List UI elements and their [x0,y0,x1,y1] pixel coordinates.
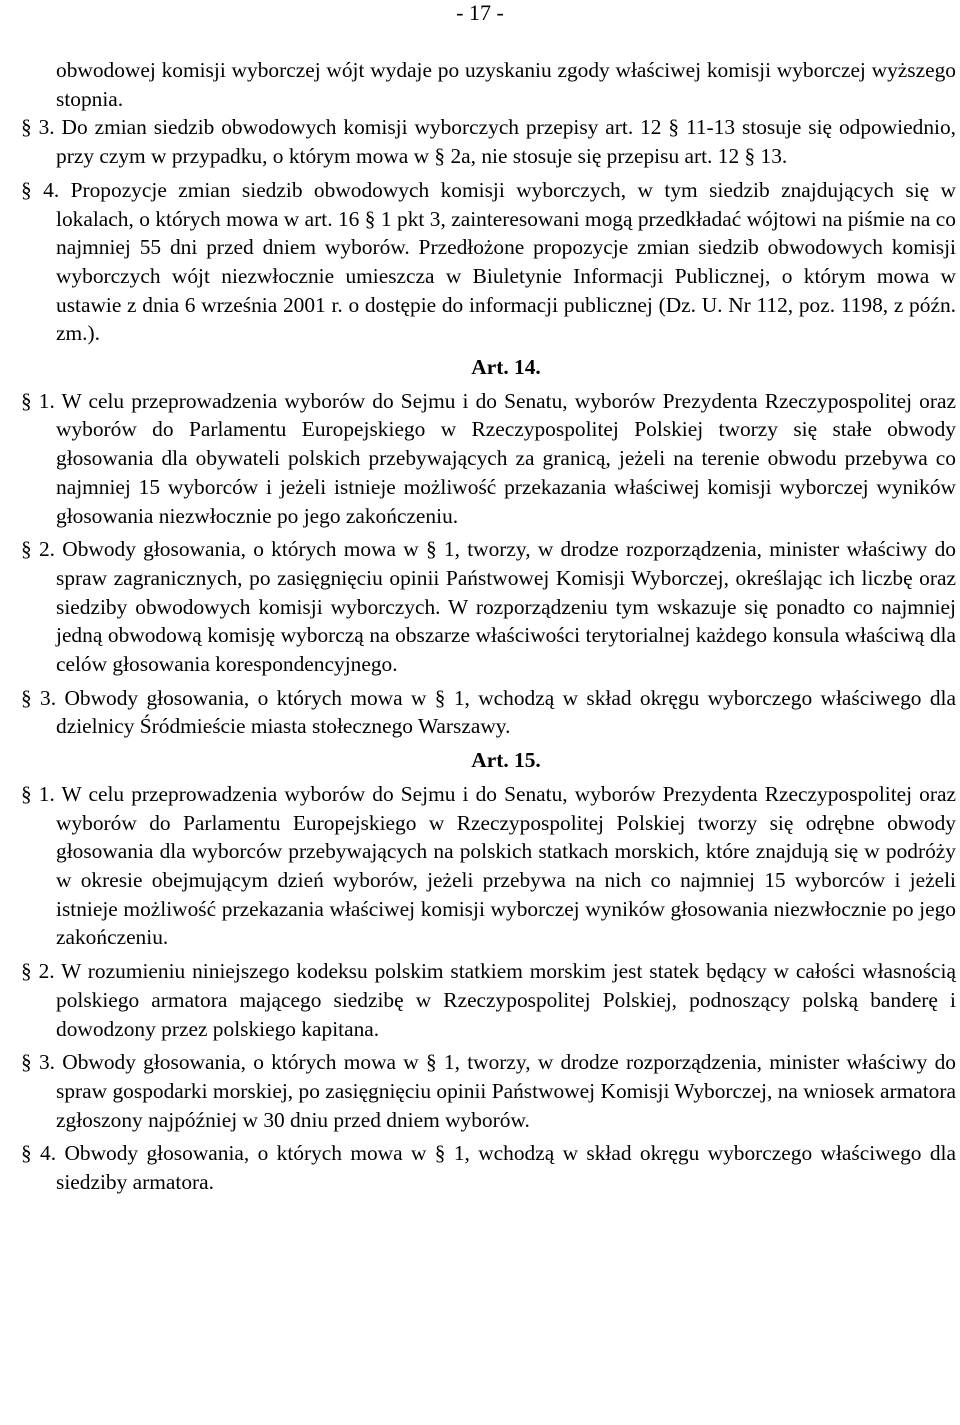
article-heading-15: Art. 15. [471,748,541,773]
paragraph-art14-s3: § 3. Obwody głosowania, o których mowa w § 1, wchodzą w skład okręgu wyborczego właściwego dla dzielnicy Śródmieście miasta stołecznego Warszawy. [21,685,956,739]
paragraph-art13-s3: § 3. Do zmian siedzib obwodowych komisji wyborczych przepisy art. 12 § 11-13 stosuje się odpowiednio, przy czym w przypadku, o którym mowa w § 2a, nie stosuje się przepisu art. 12 § 13. [21,115,956,169]
paragraph-art15-s4: § 4. Obwody głosowania, o których mowa w § 1, wchodzą w skład okręgu wyborczego właściwego dla siedziby armatora. [21,1141,956,1195]
paragraph-art13-s4: § 4. Propozycje zmian siedzib obwodowych komisji wyborczych, w tym siedzib znajdujących się w lokalach, o których mowa w art. 16 § 1 pkt 3, zainteresowani mogą przedkładać wójtowi na piśmie na co najmniej 55 dni przed dniem wyborów. Przedłożone propozycje zmian siedzib obwodowych komisji wyborczych wójt niezwłocznie umieszcza w Biuletynie Informacji Publicznej, o którym mowa w ustawie z dnia 6 września 2001 r. o dostępie do informacji publicznej (Dz. U. Nr 112, poz. 1198, z późn. zm.). [21,177,956,346]
article-heading-14: Art. 14. [471,355,541,380]
paragraph-continuation: obwodowej komisji wyborczej wójt wydaje po uzyskaniu zgody właściwej komisji wyborczej wyższego stopnia. [56,58,956,111]
paragraph-art15-s2: § 2. W rozumieniu niniejszego kodeksu polskim statkiem morskim jest statek będący w całości własnością polskiego armatora mającego siedzibę w Rzeczypospolitej Polskiej, podnoszący polską banderę i dowodzony przez polskiego kapitana. [21,959,956,1041]
paragraph-art15-s3: § 3. Obwody głosowania, o których mowa w § 1, tworzy, w drodze rozporządzenia, minister właściwy do spraw gospodarki morskiej, po zasięgnięciu opinii Państwowej Komisji Wyborczej, na wniosek armatora zgłoszony najpóźniej w 30 dniu przed dniem wyborów. [21,1050,956,1132]
document-body [21,56,956,1197]
paragraph-art14-s2: § 2. Obwody głosowania, o których mowa w § 1, tworzy, w drodze rozporządzenia, minister właściwy do spraw zagranicznych, po zasięgnięciu opinii Państwowej Komisji Wyborczej, określając ich liczbę oraz siedziby obwodowych komisji wyborczych. W rozporządzeniu tym wskazuje się ponadto co najmniej jedną obwodową komisję wyborczą na obszarze właściwości terytorialnej każdego konsula właściwą dla celów głosowania korespondencyjnego. [21,537,956,677]
paragraph-art15-s1: § 1. W celu przeprowadzenia wyborów do Sejmu i do Senatu, wyborów Prezydenta Rzeczypospolitej oraz wyborów do Parlamentu Europejskiego w Rzeczypospolitej Polskiej tworzy się odrębne obwody głosowania dla wyborców przebywających na polskich statkach morskich, które znajdują się w podróży w okresie obejmującym dzień wyborów, jeżeli przebywa na nich co najmniej 15 wyborców i jeżeli istnieje możliwość przekazania właściwej komisji wyborczej wyników głosowania niezwłocznie po jego zakończeniu. [21,781,956,950]
paragraph-art14-s1: § 1. W celu przeprowadzenia wyborów do Sejmu i do Senatu, wyborów Prezydenta Rzeczypospolitej oraz wyborów do Parlamentu Europejskiego w Rzeczypospolitej Polskiej tworzy się stałe obwody głosowania dla obywateli polskich przebywających za granicą, jeżeli na terenie obwodu przebywa co najmniej 15 wyborców i jeżeli istnieje możliwość przekazania właściwej komisji wyborczej wyników głosowania niezwłocznie po jego zakończeniu. [21,388,956,528]
page-number: - 17 - [456,0,504,25]
